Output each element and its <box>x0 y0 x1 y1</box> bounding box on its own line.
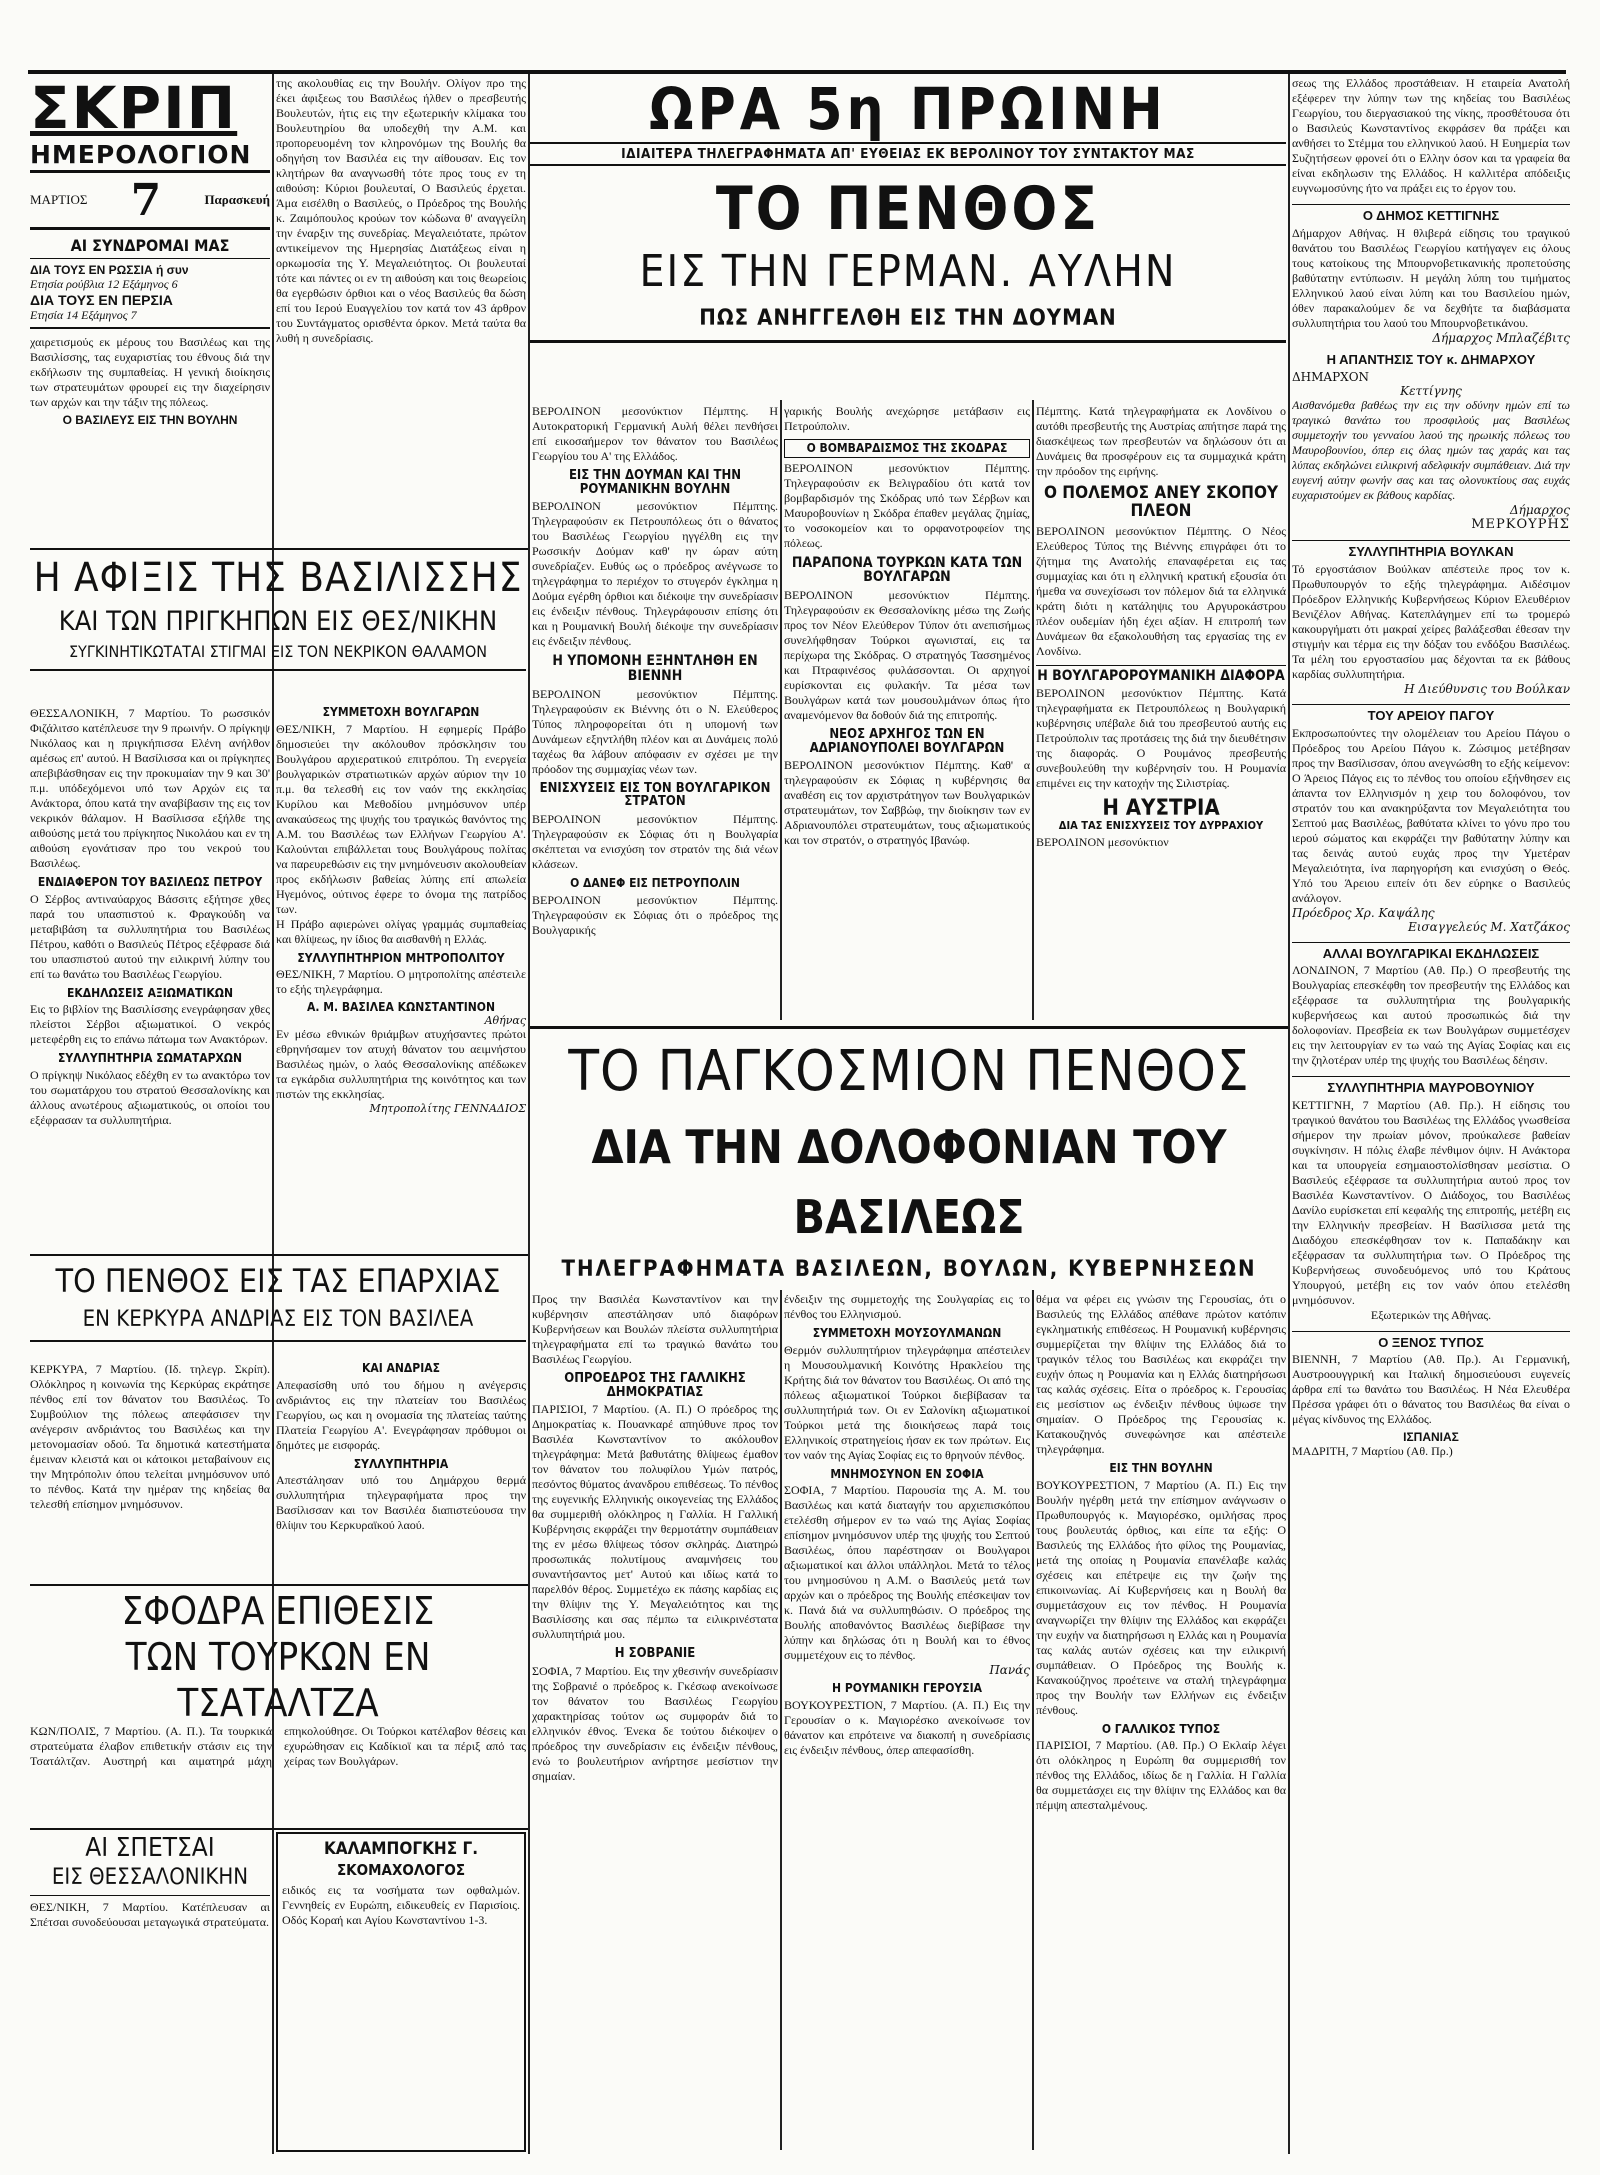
column-divider <box>780 400 782 1020</box>
signature: ΜΕΡΚΟΥΡΗΣ <box>1471 517 1570 533</box>
section-divider <box>30 1254 528 1256</box>
ad-text: ειδικός εις τα νοσήματα των οφθαλμών. Γεννηθείς εν Ευρώπη, ειδικευθείς εν Παρισίοις. Οδός Κοραή και Αγίου Κωνσταντίνου 1-3. <box>282 1883 520 1927</box>
article-text: ένδειξιν της συμμετοχής της Σουλγαρίας εις το πένθος του Ελληνισμού. <box>784 1292 1030 1321</box>
column-divider <box>1032 400 1034 1020</box>
kalamboukis-ad <box>276 1832 526 2152</box>
section-heading: ΕΚΔΗΛΩΣΕΙΣ ΑΞΙΩΜΑΤΙΚΩΝ <box>67 985 233 1000</box>
article-text: ΠΑΡΙΣΙΟΙ, 7 Μαρτίου. (Αθ. Πρ.) Ο Εκλαίρ λέγει ότι ολόκληρος η Ευρώπη θα συμμερισθή τον πένθος της Ελλάδος, ιδίως δε η Γαλλία. Η Γαλλία θα συμμετάσχει εις την θλίψιν της Ελλάδος και θα πέμψη απεσταλμένους. <box>1036 1738 1286 1813</box>
section-divider <box>30 1584 528 1586</box>
top-border <box>28 70 1566 74</box>
article-text: Τό εργοστάσιον Βούλκαν απέστειλε προς τον κ. Πρωθυπουργόν το εξής τηλεγράφημα. Αιδέσιμον Πρόεδρον Ελληνικής Κυβερνήσεως Κύριον Ελευθέριον Βενιζέλον Αθήνας. Κατεπλάγημεν επί τω τρομερώ κακουργήματι ότι μακραί χείρες βαλάξεσθαι έθεσαν την στιγμήν και τέρμα εις την δόξαν του ενδόξου Βασιλέως. Τα μέλη του εργοστασίου μας δέχονται τα εκ βάθους καρδίας συλλυπητήρια. <box>1292 561 1570 681</box>
article-text: Θερμόν συλλυπητήριον τηλεγράφημα απέστειλεν η Μουσουλμανική Κοινότης Ηρακλείου της Κρήτης διά τον θάνατον του Βασιλέως. Οι από της πόλεως αξιωματικοί Τούρκοι διεβίβασαν τα συλλυπητήριά των. Οι εν Σαλονίκη αξιωματικοί Τούρκοι μετά της διοικήσεως παρά τοις Ελληνικοίς στρατηγείοις ήσαν εκ των πρώτων. Εις τον ναόν της Αγίας Σοφίας εις το θρηνούν πένθος. <box>784 1342 1030 1462</box>
headline: ΕΙΣ ΤΗΝ ΓΕΡΜΑΝ. ΑΥΛΗΝ <box>639 246 1177 298</box>
section-heading: ΠΑΡΑΠΟΝΑ ΤΟΥΡΚΩΝ ΚΑΤΑ ΤΩΝ ΒΟΥΛΓΑΡΩΝ <box>791 554 1023 586</box>
section-heading: ΣΥΛΛΥΠΗΤΗΡΙΑ ΣΩΜΑΤΑΡΧΩΝ <box>57 1051 243 1066</box>
tsataltza-header <box>30 1588 526 1720</box>
article-text: Πέμπτης. Κατά τηλεγραφήματα εκ Λονδίνου ο αυτόθι πρεσβευτής της Αυστρίας απήτησε παρά της διασκέψεως των πρεσβευτών να δηλώσουν ότι αι Δυνάμεις θα προσφέρουν εις τα συμμαχικά κράτη την πρόοδον της ειρήνης. <box>1036 404 1286 478</box>
section-heading: Ο ΒΟΜΒΑΡΔΙΣΜΟΣ ΤΗΣ ΣΚΟΔΡΑΣ <box>784 439 1030 458</box>
section-heading: Ο ΔΑΝΕΦ ΕΙΣ ΠΕΤΡΟΥΠΟΛΙΝ <box>570 875 740 890</box>
article-text: ΒΙΕΝΝΗ, 7 Μαρτίου (Αθ. Πρ.). Αι Γερμανική, Αυστροουγγρική και Ιταλική δημοσιεύουσι ευγενείς άρθρα επί τω θανάτω του Βασιλέως. Η Νέα Ελευθέρα Πρέσσα γράφει ότι ο θάνατος του Βασιλέως θα είναι ο μέγας κίνδυνος της Ελλάδος. <box>1292 1352 1570 1427</box>
article-text: ΜΑΔΡΙΤΗ, 7 Μαρτίου (Αθ. Πρ.) <box>1292 1444 1453 1459</box>
masthead-title: ΣΚΡΙΠ <box>30 76 238 142</box>
section-divider <box>30 548 528 550</box>
section-heading: ΤΟΥ ΑΡΕΙΟΥ ΠΑΓΟΥ <box>1292 704 1570 723</box>
section-heading: ΣΥΛΛΥΠΗΤΗΡΙΑ ΒΟΥΛΚΑΝ <box>1292 540 1570 559</box>
article-text: ΘΕΣ/ΝΙΚΗ, 7 Μαρτίου. Κατέπλευσαν αι Σπέτσαι συνοδεύουσαι μεταγωγικά στρατεύματα. <box>30 1900 270 1929</box>
masthead-subtitle: ΗΜΕΡΟΛΟΓΙΟΝ <box>30 140 270 173</box>
article-text: Αισθανόμεθα βαθέως την εις την οδύνην ημών επί τω τραγικώ θανάτω του προσφιλούς μας Βασιλέως συμμετοχήν του γενναίου λαού της ηρωικής πόλεως του Μαυροβουνίου, όπερ εις όλας ημών τας χαράς και τας λύπας εκδηλώνει ειλικρινή αδελφικήν συμπάθειαν. Διά την ευγενή αύτην φωνήν σας και τας ολονυκτίους σας ευχάς ευχαριστούμεν εκ βάθους καρδίας. <box>1292 398 1570 503</box>
article-text: της ακολουθίας εις την Βουλήν. Ολίγον προ της έκει άφιξεως του Βασιλέως ήλθεν ο πρεσβευτής Βουλευτών, ήτις εις την εξωτερικήν κλίμακα του Βουλευτηρίου θα υποδεχθή την Α.Μ. και προπορευομένη τον κληρονόμων της Βουλής θα οδηγήση τον Βασιλέα εις την αίθουσαν. Εις τον κλητήρων θα αναγνωσθή τότε προς τους εν τη αιθούση: Κύριοι βουλευταί, Ο Βασιλεύς έρχεται. Άμα εισέλθη ο Βασιλεύς, ο Πρόεδρος της Βουλής κ. Ζαιμόπουλος κρούων τον κώδωνα θ' αναγγείλη την έναρξιν της συνεδρίας. Μεγαλειότατε, πρώτον αντικείμενον της Ημερησίας Διατάξεως είναι η ορκωμοσία της Υ. Μεγαλειότητος. Οι βουλευταί τότε και πάντες οι εν τη αιθούση και τοις θεωρείοις θα εγερθώσιν όρθιοι και ο νέος Βασιλεύς θα δώση επί του Ιερού Ευαγγελίου τον κατά τον 43 άρθρον του Συντάγματος ορισθέντα όρκον. Μετά ταύτα θα λυθή η συνεδρίασις. <box>276 76 526 345</box>
article-text: χαιρετισμούς εκ μέρους του Βασιλέως και της Βασιλίσσης, τας ευχαριστίας του έθνους διά την εκδήλωσιν της συμπαθείας. Η γενική διοίκησις των στρατευμάτων φρουρεί εις την διαχείρησιν των αρχών και την τάξιν της πόλεως. <box>30 334 270 409</box>
article-text: ΘΕΣ/ΝΙΚΗ, 7 Μαρτίου. Η εφημερίς Πράβο δημοσιεύει την ακόλουθον πρόσκλησιν του Βουλγάρου αρχιερατικού επιτρόπου. Τη ενεργεία βουλγαρικών στρατιωτικών αρχών αύριον την 10 π.μ. θα τελεσθή εις τον ναόν της εκκλησίας Κυρίλου και Μεθοδίου μνημόσυνον υπέρ ανακαύσεως της ψυχής του τραγικώς θανόντος της Α.Μ. του Βασιλέως των Ελλήνων Γεωργίου Α'. Καλούνται επιβάλλεται τους Βουλγάρους πολίτας να παρευρεθώσιν εις την μνημόνευσιν ακολουθείαν προς εκδήλωσιν βαθείας λύπης επί απωλεία Ηγεμόνος, ούτινος έφερε το όνομα της πατρίδος των. <box>276 721 526 916</box>
article-text: Εις το βιβλίον της Βασιλίσσης ενεγράφησαν χθες πλείστοι Σέρβοι αξιωματικοί. Ο νεκρός μετεφέρθη εις το επάνω πάτωμα των Ανακτόρων. <box>30 1002 270 1047</box>
article-text: Απεφασίσθη υπό του δήμου η ανέγερσις ανδριάντος εις την πλατείαν του Βασιλέως Γεωργίου, ως και η ονομασία της πλατείας ταύτης Πλατεία Γεωργίου Α'. Ενεγράφησαν πρόθυμοι οι δημότες με εισφοράς. <box>276 1377 526 1452</box>
section-heading: Η ΣΟΒΡΑΝΙΕ <box>614 1646 696 1662</box>
signature: Πανάς <box>989 1663 1030 1678</box>
tsataltza-body <box>30 1724 526 1824</box>
queen-arrival-left <box>30 706 270 1251</box>
section-heading: ΕΝΙΣΧΥΣΕΙΣ ΕΙΣ ΤΟΝ ΒΟΥΛΓΑΡΙΚΟΝ ΣΤΡΑΤΟΝ <box>539 780 771 810</box>
date-weekday: Παρασκευή <box>204 192 270 207</box>
article-text: ΒΕΡΟΛΙΝΟΝ μεσονύκτιον Πέμπτης. Ο Νέος Ελεύθερος Τύπος της Βιέννης επιγράφει ότι το ζήτημα της Ανατολής επαναφέρεται εις τας συμμαχίας και ότι η ελληνική κρατική εξουσία ότι ήμεθα να συνεχίσωσι τον πόλεμον διά τα ελληνικά κράτη διότι η κατάληψις του Αργυροκάστρου πλέον ουδεμίαν ήδη έχει αξίαν. Η επιτροπή των Δυνάμεων θα εξακολουθήση τας εργασίας της εν Λονδίνω. <box>1036 523 1286 658</box>
article-text: ΣΟΦΙΑ, 7 Μαρτίου. Εις την χθεσινήν συνεδρίασιν της Σοβρανιέ ο πρόεδρος κ. Γκέσωφ ανεκοίνωσε τον θάνατον του Βασιλέως Γεωργίου χαρακτηρίσας τούτον ως συμφοράν διά το ελληνικόν έθνος. Ένεκα δε τούτου διέκοψεν ο πρόεδρος την συνεδρίασιν εις ένδειξιν πένθους, ενώ το βουλευτήριον ανήρτησε μεσίστιον την σημαίαν. <box>532 1663 778 1783</box>
section-heading: Ο ΔΗΜΟΣ ΚΕΤΤΙΓΝΗΣ <box>1292 204 1570 223</box>
article-text: ΒΕΡΟΛΙΝΟΝ μεσονύκτιον <box>1036 835 1169 850</box>
section-heading: ΑΛΛΑΙ ΒΟΥΛΓΑΡΙΚΑΙ ΕΚΔΗΛΩΣΕΙΣ <box>1292 942 1570 961</box>
article-text: ΒΕΡΟΛΙΝΟΝ μεσονύκτιον Πέμπτης. Τηλεγραφούσιν εκ Σόφιας ότι η Βουλγαρία σκέπτεται να ενισχύση τον στρατόν της διά νέων κλάσεων. <box>532 811 778 871</box>
section-heading: ΣΥΛΛΥΠΗΤΗΡΙΟΝ ΜΗΤΡΟΠΟΛΙΤΟΥ <box>297 950 505 965</box>
world-mourning-col1 <box>532 1292 778 2152</box>
provinces-right <box>276 1362 526 1582</box>
article-text: ΒΕΡΟΛΙΝΟΝ μεσονύκτιον Πέμπτης. Τηλεγραφούσιν εκ Βελιγραδίου ότι κατά τον βομβαρδισμόν της Σκόδρας υπό των Σέρβων και Μαυροβουνίων η Σκόδρα έπαθεν μεγάλας ζημίας, το νοσοκομείον και το ορφανοτροφείον της πόλεως. <box>784 460 1030 550</box>
article-text: ΛΟΝΔΙΝΟΝ, 7 Μαρτίου (Αθ. Πρ.) Ο πρεσβευτής της Βουλγαρίας επεσκέφθη τον πρεσβευτήν της Ελλάδος και εξέφρασε τα συλλυπητήρια της βουλγαρικής κυβερνήσεως και αυτού προσωπικώς διά την δολοφονίαν. Πρεσβεία εκ των Βουλγάρων συμμετέσχεν εις την λειτουργίαν εν τω ναώ της Αγίας Σοφίας και εις την ζηλοτέραν υπέρ της ψυχής του Βασιλέως δέησιν. <box>1292 963 1570 1068</box>
section-heading: ΣΥΜΜΕΤΟΧΗ ΒΟΥΛΓΑΡΩΝ <box>322 706 480 719</box>
article-text: ΒΕΡΟΛΙΝΟΝ μεσονύκτιον Πέμπτης. Τηλεγραφούσιν εκ Πετρουπόλεως ότι ο θάνατος του Βασιλέως Γεωργίου ηγγέλθη εις την Ρωσσικήν Δούμαν καθ' ην ώραν αύτη συνεδρίαζεν. Ευθύς ως ο πρόεδρος ανέγνωσε το τηλεγράφημα το περιέχον το στυγερόν έγκλημα η Δούμα εγέρθη όρθιοι και διέκοψε την συνεδρίασιν εις ένδειξιν πένθους. Τηλεγράφουσιν επίσης ότι και η Ρουμανική Βουλή διέκοψε την συνεδρίασιν εις ένδειξιν πένθους. <box>532 499 778 649</box>
top-banner <box>530 76 1286 400</box>
headline: Η ΑΦΙΞΙΣ ΤΗΣ ΒΑΣΙΛΙΣΣΗΣ <box>33 555 523 601</box>
article-text: Εν μέσω εθνικών θριάμβων ατυχήσαντες πρώτοι εθρηνήσαμεν τον ατυχή θάνατον του αειμνήστου Βασιλέως ημών, ο λαός Θεσσαλονίκης απέδωκεν τα εγκάρδια συλλυπητήρια της κοινότητος και των πιστών της εκκλησίας. <box>276 1026 526 1101</box>
right-column <box>1292 76 1570 2151</box>
article-text: Εξωτερικών της Αθήνας. <box>1370 1307 1492 1322</box>
article-text: Δήμαρχον Αθήνας. Η θλιβερά είδησις του τραγικού θανάτου του Βασιλέως Γεωργίου κατήγαγεν εις όλους τους κατοίκους της Μπουρνοβετικανικής προπετούσης βαθύτατην εντύπωσιν. Η μεγάλη λύπη του τιμήματος Ελληνικού λαού είναι λύπη και του Βασιλείου ημών, όθεν παρακαλούμεν δε να δεχθήτε τα διαβάσματα συλλυπητήρια του λαού του Μπουρνοβετικάνου. <box>1292 225 1570 330</box>
world-mourning-col3 <box>1036 1292 1286 2152</box>
headline: ΣΥΓΚΙΝΗΤΙΚΩΤΑΤΑΙ ΣΤΙΓΜΑΙ ΕΙΣ ΤΟΝ ΝΕΚΡΙΚΟΝ ΘΑΛΑΜΟΝ <box>30 640 526 671</box>
article-text: ΘΕΣ/ΝΙΚΗ, 7 Μαρτίου. Ο μητροπολίτης απέστειλε το εξής τηλεγράφημα. <box>276 967 526 997</box>
section-heading: Ο ΓΑΛΛΙΚΟΣ ΤΥΠΟΣ <box>1101 1721 1221 1736</box>
subscriptions-line: ΔΙΑ ΤΟΥΣ ΕΝ ΠΕΡΣΙΑ <box>30 291 173 308</box>
article-text: ΠΑΡΙΣΙΟΙ, 7 Μαρτίου. (Α. Π.) Ο πρόεδρος της Δημοκρατίας κ. Πουανκαρέ απηύθυνε προς τον Βασιλέα Κωνσταντίνον το ακόλουθον τηλεγράφημα: Μετά βαθυτάτης θλίψεως έμαθον τον θάνατον του πολυφίλου Υμών πατρός, πεσόντος θύματος άνανδρου επιθέσεως. Το πένθος της ευγενικής Ελληνικής οικογενείας της Ελλάδος θα συμμεριθή ολόκληρος η Γαλλία. Η Γαλλική Κυβέρνησις εκφράζει την θερμοτάτην συμπάθειαν της εν μέσω θλίψεως τόσον σκληράς. Διατηρώ προσωπικάς πολυτίμους αναμνήσεις του συναντήσαντος μετ' Αυτού και ιδίως κατά το παρελθόν θέρος. Συμμετέχω εκ πάσης καρδίας εις την θλίψιν της Υ. Μεγαλειότητος και της Βασιλίσσης και σας πέμπω τα ειλικρινέστατα συλλυπητήριά μου. <box>532 1402 778 1642</box>
article-text: ΒΕΡΟΛΙΝΟΝ μεσονύκτιον Πέμπτης. Καθ' α τηλεγραφούσιν εκ Σόφιας η κυβέρνησις θα αναθέση εις τον αρχιστράτηγον των Βουλγαρικών στρατευμάτων, τον Σαββώφ, την διοίκησιν των εν Αδριανουπόλει στρατευμάτων, τους αξιωματικούς και τον στρατόν, ο στρατηγός Ιβανώφ. <box>784 758 1030 848</box>
article-text: Προς την Βασιλέα Κωνσταντίνον και την κυβέρνησιν απεστάλησαν υπό διαφόρων Κυβερνήσεων και Βουλών πλείστα συλλυπητήρια τηλεγραφήματα επί τω τραγικώ θανάτω του Βασιλέως Γεωργίου. <box>532 1292 778 1366</box>
headline: ΤΟ ΠΕΝΘΟΣ <box>715 174 1101 245</box>
headline: ΤΗΛΕΓΡΑΦΗΜΑΤΑ ΒΑΣΙΛΕΩΝ, ΒΟΥΛΩΝ, ΚΥΒΕΡΝΗΣΕΩΝ <box>532 1252 1286 1286</box>
article-text: ΒΟΥΚΟΥΡΕΣΤΙΟΝ, 7 Μαρτίου (Α. Π.) Εις την Βουλήν ηγέρθη μετά την επίσημον ανάγνωσιν ο Πρωθυπουργός κ. Μαγιορέσκο, ομιλήσας προς τους βουλευτάς όρθιος, και είπε τα εξής: Ο Βασιλεύς της Ελλάδος ήτο φίλος της Ρουμανίας, μετά της οποίας η Ρουμανία επανέλαβε καλάς σχέσεις και επέτρεψε εις την ζωήν της επικοινωνίας. Αί Κυβερνήσεις και η Βουλή θα συμμετάσχουν εις τον πένθος. Η Ρουμανία αναγνωρίζει την θλίψιν της Ελλάδος και εκφράζει την ευχήν να διατηρήσωσι η Ελλάς και η Ρουμανία τας καλάς αυτών σχέσεις και την ειλικρινή συμπάθειαν. Ο Πρόεδρος της Βουλής κ. Κανακούζηνος προέτεινε να σταλή τηλεγράφημα προς την Βουλήν των Ελλήνων εις ένδειξιν πένθους. <box>1036 1477 1286 1717</box>
article-text: Η Πράβο αφιερώνει ολίγας γραμμάς συμπαθείας και θλίψεως, ην ίδιος θα αισθανθή η Ελλάς. <box>276 916 526 946</box>
subscriptions-line: Ετησία 14 Εξάμηνος 7 <box>30 308 270 329</box>
news-column-c <box>1036 404 1286 1024</box>
article-text: ΚΕΤΤΙΓΝΗ, 7 Μαρτίου (Αθ. Πρ.). Η είδησις του τραγικού θανάτου του Βασιλέως της Ελλάδος γνωσθείσα σήμερον την πρωίαν μόνον, προύκαλεσε βαθείαν συγκίνησιν. Η πόλις έλαβε πένθιμον όψιν. Η Ανάκτορα και τα υπουργεία εσημαιοστολίσθησαν μεσίστια. Ο Βασιλεύς εξέφρασε τα συλλυπητήρια αυτού προς τον Βασιλέα Κωνσταντίνον. Ο Διάδοχος, του Βασιλέως Δανίλο ευρίσκεται επί κεφαλής της επιτροπής, μετέβη εις την Ελληνικήν πρεσβείαν. Η Βασίλισσα μετά της Διαδόχου επεσκέφθησαν τον κ. Παπαδάκην και εξέφρασαν τα συλλυπητήρια των. Ο Πρόεδρος της Κυβερνήσεως συνοδευόμενος υπό του Κράτους Υπουργού, μετέβη εις τον ναόν όπου ετελέσθη μνημόσυνον. <box>1292 1097 1570 1307</box>
headline: ΤΩΝ ΤΟΥΡΚΩΝ ΕΝ ΤΣΑΤΑΛΤΖΑ <box>125 1635 431 1720</box>
headline: ΔΙΑ ΤΗΝ ΔΟΛΟΦΟΝΙΑΝ ΤΟΥ ΒΑΣΙΛΕΩΣ <box>591 1120 1227 1244</box>
spetsai <box>30 1832 270 2152</box>
signature: Η Διεύθυνσις του Βούλκαν <box>1404 681 1570 696</box>
queen-arrival-right <box>276 706 526 1251</box>
section-heading: ΣΥΛΛΥΠΗΤΗΡΙΑ ΜΑΥΡΟΒΟΥΝΙΟΥ <box>1292 1076 1570 1095</box>
provinces-header <box>30 1258 526 1358</box>
article-text: ΒΕΡΟΛΙΝΟΝ μεσονύκτιον Πέμπτης. Η Αυτοκρατορική Γερμανική Αυλή θέλει πενθήσει επί εικοσαήμερον τον θάνατον του Βασιλέως Γεωργίου του Α' της Ελλάδος. <box>532 404 778 463</box>
signature: Μητροπολίτης ΓΕΝΝΑΔΙΟΣ <box>369 1101 526 1115</box>
article-text: θέμα να φέρει εις γνώσιν της Γερουσίας, ότι ο Βασιλεύς της Ελλάδος απέθανε πρώτον κατόπιν εγκληματικής επιθέσεως. Η Ρουμανική κυβέρνησις συμμερίζεται την θλίψιν της Ελλάδος διά το τραγικόν τέλος του Βασιλέως και εκφράζει την ευχήν όπως η Ρουμανία και η Ελλάς διατηρήσωσι τας καλάς σχέσεις. Είτα ο πρόεδρος κ. Γερουσίας εις μεσίστιον ως ένδειξιν πένθους ύψωσε την σημαίαν. Ο Πρόεδρος της Γερουσίας κ. Κατακουζηνός συνεφώνησε και απέστειλε τηλεγράφημα. <box>1036 1292 1286 1456</box>
ad-title: ΣΚΟΜΑΧΟΛΟΓΟΣ <box>336 1861 466 1879</box>
article-text: Ο πρίγκηψ Νικόλαος εδέχθη εν τω ανακτόρω τον του σωματάρχου του στρατού Θεσσαλονίκης και άλλους ανωτέρους αξιωματικούς, οι οποίοι του εξέφρασαν τα συλλυπητήρια. <box>30 1067 270 1127</box>
date-day: 7 <box>130 174 162 226</box>
banner-subtitle: ΙΔΙΑΙΤΕΡΑ ΤΗΛΕΓΡΑΦΗΜΑΤΑ ΑΠ' ΕΥΘΕΙΑΣ ΕΚ ΒΕΡΟΛΙΝΟΥ ΤΟΥ ΣΥΝΤΑΚΤΟΥ ΜΑΣ <box>530 142 1286 166</box>
section-heading: ΕΝΔΙΑΦΕΡΟΝ ΤΟΥ ΒΑΣΙΛΕΩΣ ΠΕΤΡΟΥ <box>37 875 263 889</box>
headline: ΕΝ ΚΕΡΚΥΡΑ ΑΝΔΡΙΑΣ ΕΙΣ ΤΟΝ ΒΑΣΙΛΕΑ <box>30 1304 526 1342</box>
subscriptions-heading: ΑΙ ΣΥΝΔΡΟΜΑΙ ΜΑΣ <box>30 238 270 259</box>
article-text: ΒΕΡΟΛΙΝΟΝ μεσονύκτιον Πέμπτης. Κατά τηλεγραφήματα εκ Πετρουπόλεως η Βουλγαρική κυβέρνησις υπέβαλε διά του πρεσβευτού αυτής εις Πετρούπολιν τας προτάσεις της διά την διευθέτησιν της διαφοράς. Ο Ρουμάνος πρεσβευτής συνεβουλεύθη την κυβέρνησίν του. Η Ρουμανία επιμένει εις την κατοχήν της Σιλιστρίας. <box>1036 686 1286 791</box>
section-heading: ΜΝΗΜΟΣΥΝΟΝ ΕΝ ΣΟΦΙΑ <box>830 1466 984 1481</box>
headline: ΤΟ ΠΑΓΚΟΣΜΙΟΝ ΠΕΝΘΟΣ <box>568 1039 1250 1104</box>
column-divider <box>1032 1290 1034 2150</box>
article-text: ΒΕΡΟΛΙΝΟΝ μεσονύκτιον Πέμπτης. Τηλεγραφούσιν εκ Θεσσαλονίκης μέσω της Ζωής προς τον Νέον Ελεύθερον Τύπον ότι ανεπισήμως συνελήφθησαν Τούρκοι αγωνισταί, εις τα περίχωρα της Σκόδρας. Ο στρατηγός Τασσημένος και Πτραφινέσος φυλάσσονται. Οι αρχηγοί ευρίσκονται εις φυλακήν. Τα μέσα των Βουλγάρων κατά των μουσουλμάνων όπως ήτο αναμενόμενον θα δοθούν διά της επιτροπής. <box>784 587 1030 722</box>
world-mourning-col2 <box>784 1292 1030 2152</box>
date-box <box>30 173 270 230</box>
provinces-left <box>30 1362 270 1582</box>
signature: Πρόεδρος Χρ. Καψάλης <box>1292 905 1435 920</box>
article-text: ΒΟΥΚΟΥΡΕΣΤΙΟΝ, 7 Μαρτίου. (Α. Π.) Εις την Γερουσίαν ο κ. Μαγιορέσκο ανεκοίνωσε τον θάνατον και επρότεινε να διακοπή η συνεδρίασις εις ένδειξιν πένθους, όπερ απεφασίσθη. <box>784 1697 1030 1757</box>
section-heading: Η ΡΟΥΜΑΝΙΚΗ ΓΕΡΟΥΣΙΑ <box>832 1681 982 1696</box>
section-heading: Η ΑΥΣΤΡΙΑ <box>1102 796 1220 822</box>
headline: ΠΩΣ ΑΝΗΓΓΕΛΘΗ ΕΙΣ ΤΗΝ ΔΟΥΜΑΝ <box>530 304 1286 343</box>
column-divider <box>272 74 274 2154</box>
ad-title: ΚΑΛΑΜΠΟΓΚΗΣ Γ. <box>323 1839 479 1859</box>
article-text: Εκπροσωπούντες την ολομέλειαν του Αρείου Πάγου ο Πρόεδρος του Αρείου Πάγου κ. Ζώσιμος μετέβησαν προς την Βασίλισσαν, όπου ανεγνώσθη το εξής κείμενον: Ο Άρειος Πάγος εις το πένθος του οποίου εξήνθησεν εις άπαντα τον Ελληνισμόν η χειρ του δολοφόνου, τον στρατόν του και ανακηρύξαντα τον Μεγαλειότητα του Σεπτού μας Βασιλέως, βαθύτατα κλίνει το γόνυ προ του ιερού σώματος και εκφράζει την βαθύτατην λύπην και τας δεινάς αυτού ευχάς προς την Υμετέραν Μεγαλειότητα, ίνα παρηγορήση και ενισχύση ο Θεός. Υπό του Άρειου ειπείν ότι δεν εύρηκε ο Βασιλεύς ανάλογον. <box>1292 725 1570 905</box>
addressee-place: Αθήνας <box>484 1013 526 1027</box>
queen-arrival-header <box>30 552 526 702</box>
section-subheading: ΔΙΑ ΤΑΣ ΕΝΙΣΧΥΣΕΙΣ ΤΟΥ ΔΥΡΡΑΧΙΟΥ <box>1058 819 1264 833</box>
signature: Δήμαρχος Μπλαζέβιτς <box>1432 330 1570 345</box>
article-text: Απεστάλησαν υπό του Δημάρχου θερμά συλλυπητήρια τηλεγραφήματα προς την Βασίλισσαν και τον Βασιλέα διαπιστεύουσα την θλίψιν του Κερκυραϊκού λαού. <box>276 1473 526 1533</box>
headline: ΣΦΟΔΡΑ ΕΠΙΘΕΣΙΣ <box>121 1589 435 1633</box>
article-king-parliament <box>276 76 526 406</box>
section-heading: ΟΠΡΟΕΔΡΟΣ ΤΗΣ ΓΑΛΛΙΚΗΣ ΔΗΜΟΚΡΑΤΙΑΣ <box>564 1371 746 1400</box>
signature-title: Δήμαρχος <box>1509 503 1570 518</box>
headline: ΤΟ ΠΕΝΘΟΣ ΕΙΣ ΤΑΣ ΕΠΑΡΧΙΑΣ <box>55 1262 501 1300</box>
article-text: ΚΕΡΚΥΡΑ, 7 Μαρτίου. (Ιδ. τηλεγρ. Σκρίπ). Ολόκληρος η κοινωνία της Κερκύρας εκράτησε πένθος επί τον θάνατον του Βασιλέως. Το Συμβούλιον της πόλεως απεφάσισεν την ανέγερσιν ανδριάντος του Βασιλέως και την μετονομασίαν οδού. Τα δημοτικά κατεστήματα έμειναν κλειστά και οι κάτοικοι μεταβαίνουν εις την Μητρόπολιν όπου τελείται μνημόσυνον υπό το πένθος. Κατά την ημέραν της κηδείας θα τελεσθή επίσημον μνημόσυνον. <box>30 1362 270 1511</box>
section-heading: Α. Μ. ΒΑΣΙΛΕΑ ΚΩΝΣΤΑΝΤΙΝΟΝ <box>307 1000 495 1015</box>
section-divider <box>530 1026 1288 1029</box>
section-heading: ΚΑΙ ΑΝΔΡΙΑΣ <box>362 1362 440 1375</box>
section-heading: Η ΥΠΟΜΟΝΗ ΕΞΗΝΤΛΗΘΗ ΕΝ ΒΙΕΝΝΗ <box>552 653 758 684</box>
subscriptions-line: ΔΙΑ ΤΟΥΣ ΕΝ ΡΩΣΣΙΑ ή συν <box>30 262 189 277</box>
column-divider <box>1288 74 1290 2154</box>
section-heading: ΣΥΛΛΥΠΗΤΗΡΙΑ <box>353 1456 449 1471</box>
article-text: σεως της Ελλάδος προστάθειαν. Η εταιρεία Ανατολή εξέφερεν την λύπην των της κηδείας του Βασιλέως Γεωργίου, του διεργασιακού της νίκης, προσθέτουσα ότι ο Βασιλεύς Κωνσταντίνος εκφράσεν θα πράξει και ανθήσει το Στέμμα του ελληνικού λαού. Η Ευημερία των Συζητήσεων φρονεί ότι ο Ελλην όσον και τα γραφεία θα είναι εκδηλωσιν της Ελλάδος. Η καλλιτέρα απόδειξις ευγνωμοσύνης ήτο να πράξει εις το έργον του. <box>1292 76 1570 195</box>
addressee: ΔΗΜΑΡΧΟΝ <box>1292 370 1370 385</box>
world-mourning-header <box>532 1032 1286 1286</box>
section-heading: Ο ΠΟΛΕΜΟΣ ΑΝΕΥ ΣΚΟΠΟΥ ΠΛΕΟΝ <box>1043 483 1279 521</box>
headline: ΑΙ ΣΠΕΤΣΑΙ <box>85 1833 215 1863</box>
section-heading: Ο ΞΕΝΟΣ ΤΥΠΟΣ <box>1292 1331 1570 1350</box>
date-month: ΜΑΡΤΙΟΣ <box>30 192 88 207</box>
section-heading: ΕΙΣ ΤΗΝ ΔΟΥΜΑΝ ΚΑΙ ΤΗΝ ΡΟΥΜΑΝΙΚΗΝ ΒΟΥΛΗΝ <box>568 468 742 497</box>
section-heading: ΕΙΣ ΤΗΝ ΒΟΥΛΗΝ <box>1109 1461 1213 1475</box>
section-heading: Η ΒΟΥΛΓΑΡΟΡΟΥΜΑΝΙΚΗ ΔΙΑΦΟΡΑ <box>1036 665 1286 684</box>
section-divider <box>30 1828 528 1830</box>
section-heading: Ο ΒΑΣΙΛΕΥΣ ΕΙΣ ΤΗΝ ΒΟΥΛΗΝ <box>62 412 238 427</box>
subscriptions-line: Ετησία ρούβλια 12 Εξάμηνος 6 <box>30 276 178 291</box>
headline: ΕΙΣ ΘΕΣΣΑΛΟΝΙΚΗΝ <box>30 1864 270 1896</box>
article-text: γαρικής Βουλής ανεχώρησε μετάβασιν εις Πετρούπολιν. <box>784 404 1030 433</box>
section-heading: ΝΕΟΣ ΑΡΧΗΓΟΣ ΤΩΝ ΕΝ ΑΔΡΙΑΝΟΥΠΟΛΕΙ ΒΟΥΛΓΑΡΩΝ <box>809 726 1005 756</box>
signature: Εισαγγελεύς Μ. Χατζάκος <box>1407 919 1570 934</box>
column-divider <box>780 1290 782 2150</box>
section-heading: ΣΥΜΜΕΤΟΧΗ ΜΟΥΣΟΥΛΜΑΝΩΝ <box>812 1326 1002 1340</box>
article-text: ΣΟΦΙΑ, 7 Μαρτίου. Παρουσία της Α. Μ. του Βασιλέως και κατά διαταγήν του αρχιεπισκόπου ετελέσθη σήμερον εν τω ναώ της Αγίας Σοφίας επίσημον μνημόσυνον υπέρ της ψυχής του Σεπτού Βασιλέως, όπου παρέστησαν οι Βουλγαροι αξιωματικοί και άλλοι υπάλληλοι. Μετά το τέλος του μνημοσύνου η Α.Μ. ο Βασιλεύς μετά των αρχών και ο πρόεδρος της Βουλής επέσκεψαν τον κ. Πανά διά να συλλυπηθώσιν. Ο πρόεδρος της Βουλής αποθανόντος Βασιλέως διεβίβασε την λύπην και δηλώσας ότι η Βουλή και το έθνος συμμετέχουν εις το πένθος. <box>784 1483 1030 1663</box>
article-text: ΒΕΡΟΛΙΝΟΝ μεσονύκτιον Πέμπτης. Τηλεγραφούσιν εκ Σόφιας ότι ο πρόεδρος της Βουλγαρικής <box>532 892 778 937</box>
article-text: ΚΩΝ/ΠΟΛΙΣ, 7 Μαρτίου. (Α. Π.). Τα τουρκικά στρατεύματα έλαβον επιθετικήν στάσιν εις την Τσατάλτζαν. Αυστηρή και αιματηρά μάχη επηκολούθησε. Οι Τούρκοι κατέλαβον θέσεις και εχυρώθησαν εις Καδίκιοϊ και τα πέριξ από τας χείρας των Βουλγάρων. <box>30 1724 526 1768</box>
news-column-a <box>532 404 778 1024</box>
section-heading: Η ΑΠΑΝΤΗΣΙΣ ΤΟΥ κ. ΔΗΜΑΡΧΟΥ <box>1326 351 1536 367</box>
article-text: Ο Σέρβος αντιναύαρχος Βάσσιτς εξήτησε χθες παρά του υπασπιστού κ. Φραγκούδη να μεταβιβάση τα συλλυπητήρια του Βασιλέως Πέτρου, καθότι ο Βασιλεύς Πέτρος εξέφρασε διά του υπασπιστού αυτού την ειλικρινή λύπην του επί τω θανάτω του Βασιλέως Γεωργίου. <box>30 891 270 981</box>
banner-title: ΩΡΑ 5η ΠΡΩΙΝΗ <box>649 76 1167 143</box>
article-text: ΒΕΡΟΛΙΝΟΝ μεσονύκτιον Πέμπτης. Τηλεγραφούσιν εκ Βιέννης ότι ο Ν. Ελεύθερος Τύπος πληροφορείται ότι η υπομονή των Δυνάμεων εξηντλήθη πλέον και αι Δυνάμεις πολύ ταχέως θα λάβουν απόφασιν εν σχέσει με την πρόοδον της συμμαχίας νέων των. <box>532 686 778 776</box>
news-column-b <box>784 404 1030 1024</box>
article-text: ΘΕΣΣΑΛΟΝΙΚΗ, 7 Μαρτίου. Το ρωσσικόν Φιζάλιτσο κατέπλευσε την 9 πρωινήν. Ο πρίγκηψ Νικόλαος και η πριγκήπισσα Ελένη ανήλθον αμέσως επ' αυτού. Η Βασίλισσα και οι πρίγκηπες απεβιβάσθησαν εις την προκυμαίαν την 9 και 30' π.μ. υπόδεχόμενοι υπό των Αρχών εις τα Ανάκτορα, όπου κατά την αναβίβασιν της εις τον νεκρικόν θάλαμον. Η Βασίλισσα εξήλθε της αιθούσης μετά του πρίγκηπος Νικολάου και εν τη αιθούση εγονάτισαν προ του νεκρού του Βασιλέως. <box>30 706 270 870</box>
section-heading: ΙΣΠΑΝΙΑΣ <box>1403 1430 1459 1445</box>
headline: ΚΑΙ ΤΩΝ ΠΡΙΓΚΗΠΩΝ ΕΙΣ ΘΕΣ/ΝΙΚΗΝ <box>58 606 498 637</box>
addressee-place: Κεττίγνης <box>1400 384 1462 399</box>
